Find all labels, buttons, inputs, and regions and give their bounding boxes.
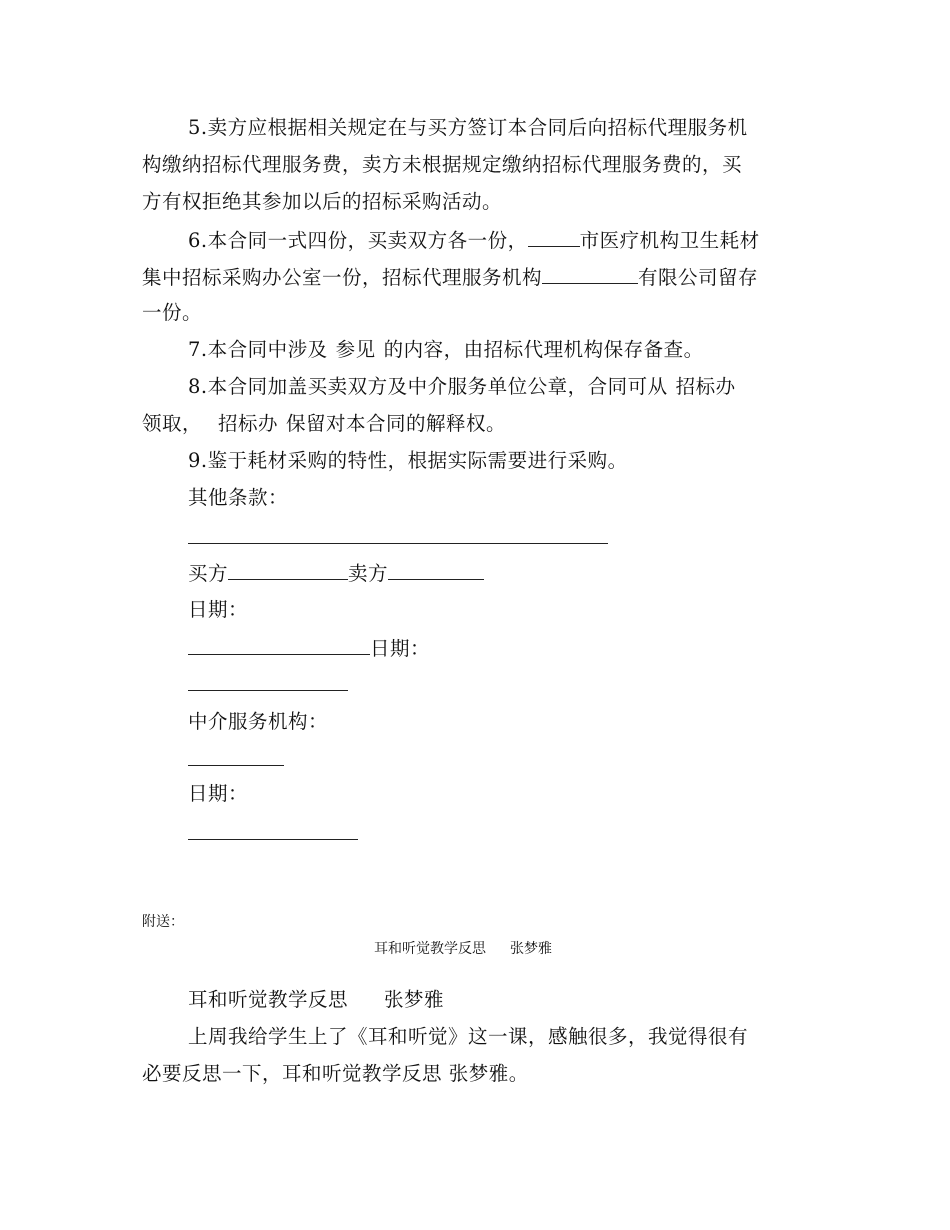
company-blank — [542, 263, 638, 284]
appendix-center-title — [374, 939, 552, 959]
appendix-center-title-text: 耳和听觉教学反思 — [374, 941, 486, 957]
seller-blank — [388, 559, 484, 580]
clause-7-text-a: 7.本合同中涉及 — [188, 338, 328, 361]
clause-6-text-2b: 有限公司留存 — [638, 266, 759, 289]
clause-9-text: 9.鉴于耗材采购的特性，根据实际需要进行采购。 — [188, 449, 628, 472]
date-label-1: 日期： — [188, 598, 249, 621]
buyer-date-blank — [188, 634, 370, 655]
clause-7-text-c: 的内容，由招标代理机构保存备查。 — [383, 338, 704, 361]
clause-6-line-1 — [188, 226, 760, 255]
seller-label: 卖方 — [348, 562, 389, 585]
date-label-3: 日期： — [188, 782, 249, 805]
agency-blank-line — [188, 765, 284, 766]
date-label-2: 日期： — [370, 637, 431, 660]
reflection-body-text-1: 上周我给学生上了《耳和听觉》这一课，感触很多，我觉得很有 — [188, 1025, 749, 1048]
clause-6-text-2a: 集中招标采购办公室一份，招标代理服务机构 — [142, 266, 543, 289]
appendix-label-text: 附送： — [142, 914, 184, 930]
reflection-body-text-2: 必要反思一下，耳和听觉教学反思 张梦雅。 — [142, 1062, 529, 1085]
reflection-heading-title: 耳和听觉教学反思 — [188, 988, 349, 1011]
clause-6-line-3 — [142, 299, 202, 327]
reflection-body-line-2 — [142, 1060, 529, 1088]
agency-label: 中介服务机构： — [188, 710, 329, 733]
agency-date-blank-line — [188, 839, 358, 840]
clause-5-text-2: 构缴纳招标代理服务费，卖方未根据规定缴纳招标代理服务费的，买 — [142, 153, 743, 176]
clause-6-line-2 — [142, 263, 758, 292]
buyer-label: 买方 — [188, 562, 229, 585]
clause-8-text-1b: 招标办 — [675, 375, 736, 398]
appendix-center-author-text: 张梦雅 — [510, 941, 552, 957]
date-line-1 — [188, 596, 248, 624]
clause-5-text-1: 5.卖方应根据相关规定在与买方签订本合同后向招标代理服务机 — [188, 116, 748, 139]
appendix-label — [142, 912, 184, 932]
clause-5-line-2 — [142, 151, 742, 179]
clause-6-text-1a: 6.本合同一式四份，买卖双方各一份， — [188, 229, 528, 252]
date-line-3 — [188, 780, 248, 808]
clause-8-text-2c: 保留对本合同的解释权。 — [286, 412, 507, 435]
clause-6-text-3: 一份。 — [142, 301, 203, 324]
clause-5-line-1 — [188, 114, 748, 142]
city-blank — [528, 226, 580, 247]
clause-7-text-b: 参见 — [335, 338, 376, 361]
agency-line — [188, 708, 328, 736]
clause-6-text-1b: 市医疗机构卫生耗材 — [579, 229, 760, 252]
clause-8-text-2a: 领取， — [142, 412, 203, 435]
clause-8-text-1a: 8.本合同加盖买卖双方及中介服务单位公章，合同可从 — [188, 375, 668, 398]
clause-8-line-2 — [142, 410, 506, 438]
clause-5-text-3: 方有权拒绝其参加以后的招标采购活动。 — [142, 190, 503, 213]
reflection-heading-author: 张梦雅 — [384, 988, 445, 1011]
other-terms-text: 其他条款： — [188, 486, 289, 509]
reflection-body-line-1 — [188, 1023, 748, 1051]
date-line-2 — [188, 634, 430, 663]
clause-8-line-1 — [188, 373, 736, 401]
clause-5-line-3 — [142, 188, 502, 216]
seller-date-blank-line — [188, 690, 348, 691]
clause-7-line — [188, 336, 704, 364]
other-terms-label — [188, 484, 288, 512]
clause-8-text-2b: 招标办 — [218, 412, 279, 435]
clause-9-line — [188, 447, 628, 475]
buyer-seller-line — [188, 559, 484, 588]
buyer-blank — [228, 559, 348, 580]
reflection-heading — [188, 986, 444, 1014]
other-terms-blank-line — [188, 543, 608, 544]
